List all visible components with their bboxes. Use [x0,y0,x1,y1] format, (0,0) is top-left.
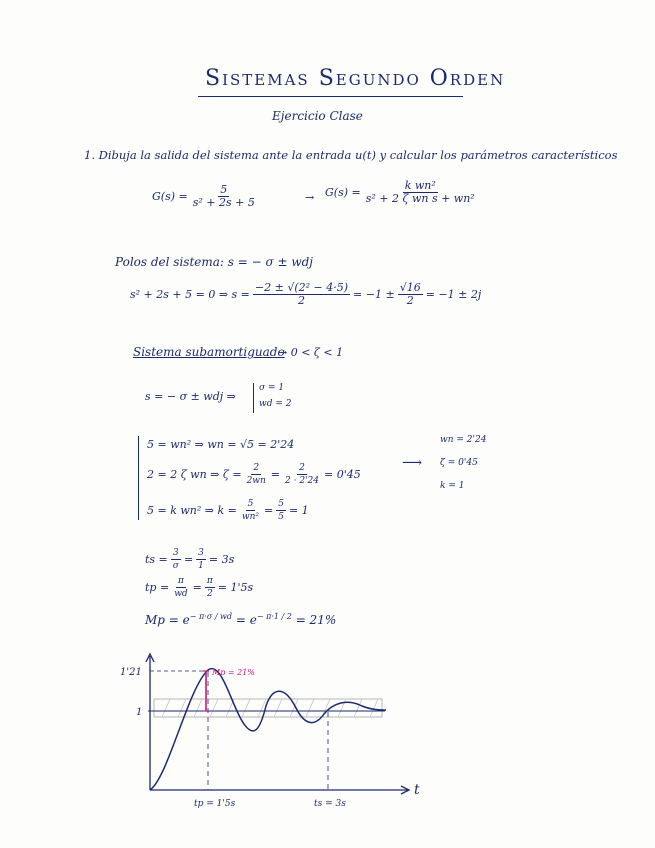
step-response-sketch [110,648,430,818]
zeta-result-inline: = 0'45 [323,468,361,481]
sigma-value: σ = 1 [259,383,285,393]
poles-eq-right: = −1 ± 2j [425,288,482,301]
tp-frac-1-den: wd [174,589,188,599]
tp-lhs: tp = [145,581,170,594]
tf-denominator: s² + 2s + 5 [192,196,255,209]
poles-denominator-2: 2 [406,294,414,307]
ts-frac-2-num: 3 [198,548,204,558]
mp-lhs: Mp = e [145,613,190,627]
exercise-statement: 1. Dibuja la salida del sistema ante la entrada u(t) y calcular los parámetros característicos [84,148,618,162]
poles-eq-mid: = −1 ± [353,288,395,301]
ts-lhs: ts = [145,553,168,566]
tf2-fraction [364,180,477,205]
zeta-lhs: 2 = 2 ζ wn ⇒ ζ = [147,468,242,481]
tf-fraction [191,184,257,209]
k-frac-2-num: 5 [278,499,284,509]
tp-eq: = [192,581,202,594]
damping-condition: → 0 < ζ < 1 [278,346,344,359]
tf-arrow: → [305,191,315,204]
pole-form: s = − σ ± wdj ⇒ [145,390,236,403]
results-arrow: ⟶ [402,455,423,471]
mp-graph-label: Mp = 21% [212,668,255,677]
ts-frac-1-num: 3 [172,548,179,558]
zeta-frac-1-num: 2 [253,463,260,473]
tp-result: = 1'5s [217,581,254,594]
ts-frac-1-den: σ [172,561,179,571]
ts-formula [145,547,234,572]
tf2-lhs: G(s) = [325,186,361,199]
wn-derivation: 5 = wn² ⇒ wn = √5 = 2'24 [147,438,295,451]
poles-equation [130,282,481,307]
underdamped-label: Sistema subamortiguado [133,345,285,359]
tp-frac-2-num: π [206,576,213,586]
zeta-frac-2 [283,462,321,487]
zeta-frac-1-den: 2wn [246,476,266,486]
zeta-eq: = [270,468,281,481]
wd-value: wd = 2 [259,399,292,409]
zeta-frac-1 [245,462,268,487]
mp-formula [145,612,336,627]
ts-eq: = [183,553,194,566]
mp-result: = 21% [295,613,337,627]
poles-fraction [253,282,350,307]
zeta-frac-2-den: 2 · 2'24 [285,476,319,486]
ts-axis-label: ts = 3s [314,799,346,809]
tp-frac-2-den: 2 [206,589,213,599]
title-underline [198,96,463,97]
ts-frac-2-den: 1 [198,561,204,571]
result-k: k = 1 [440,481,465,491]
k-frac-1-num: 5 [247,499,254,509]
transfer-function-general [325,180,480,205]
tp-formula [145,575,253,600]
tp-frac-2 [205,575,215,600]
tf-numerator: 5 [220,183,228,196]
ts-frac-1 [171,547,181,572]
k-frac-1-den: wn² [241,512,259,522]
tf2-numerator: k wn² [404,179,436,192]
k-derivation [147,498,309,523]
k-frac-1 [240,498,261,523]
zeta-derivation [147,462,361,487]
t-axis-label: t [414,782,420,798]
tp-frac-1 [172,575,189,600]
page-subtitle: Ejercicio Clase [272,109,363,123]
poles-label: Polos del sistema: s = − σ ± wdj [115,255,314,269]
y-peak-label: 1'21 [120,667,142,678]
ts-result: = 3s [208,553,235,566]
k-eq: = [263,504,274,517]
zeta-frac-2-num: 2 [299,463,305,473]
ts-frac-2 [196,547,206,572]
mp-exponent-2: − π·1 / 2 [256,612,292,621]
tp-axis-label: tp = 1'5s [194,799,236,809]
mp-exponent-1: − π·σ / wd [189,612,233,621]
k-lhs: 5 = k wn² ⇒ k = [147,504,237,517]
tf2-denominator: s² + 2 ζ wn s + wn² [365,192,475,205]
tf-lhs: G(s) = [152,190,188,203]
result-zeta: ζ = 0'45 [440,458,478,468]
poles-numerator: −2 ± √(2² − 4·5) [254,281,349,294]
brace-params [138,436,139,520]
poles-fraction-2 [398,282,423,307]
mp-eq: = e [235,613,257,627]
y-one-label: 1 [136,707,143,718]
transfer-function [152,184,260,209]
k-result-inline: = 1 [288,504,309,517]
response-curve [150,669,386,790]
k-frac-2 [276,498,286,523]
result-wn: wn = 2'24 [440,435,487,445]
poles-denominator: 2 [297,294,305,307]
page-title: Sistemas Segundo Orden [205,66,506,91]
brace-small [253,383,254,413]
tp-frac-1-num: π [177,576,184,586]
k-frac-2-den: 5 [278,512,284,522]
poles-eq-left: s² + 2s + 5 = 0 ⇒ s = [130,288,250,301]
poles-numerator-2: √16 [399,281,421,294]
